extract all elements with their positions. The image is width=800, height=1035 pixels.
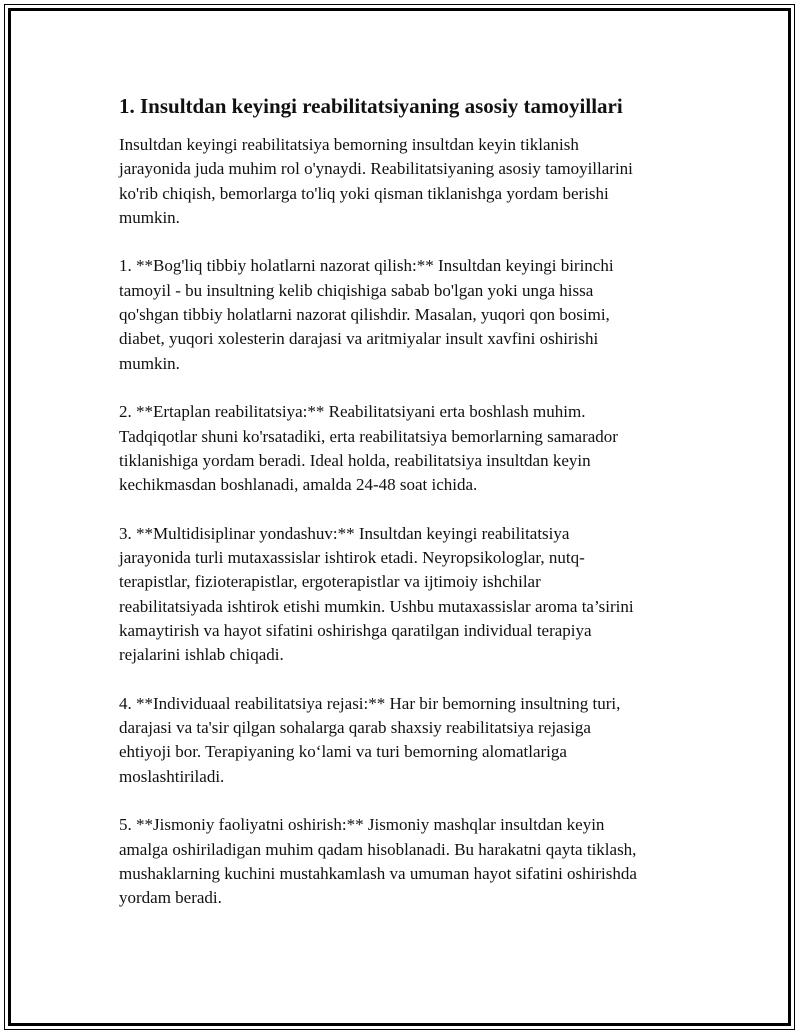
principle-2-paragraph — [119, 400, 699, 497]
text-line: mumkin. — [119, 207, 180, 227]
section-heading: 1. Insultdan keyingi reabilitatsiyaning asosiy tamoyillari — [119, 94, 623, 118]
principle-1-paragraph — [119, 254, 699, 375]
text-line: 2. **Ertaplan reabilitatsiya:** Reabilitatsiyani erta boshlash muhim. — [119, 402, 586, 422]
text-line: rejalarini ishlab chiqadi. — [119, 645, 284, 665]
text-line: kamaytirish va hayot sifatini oshirishga qaratilgan individual terapiya — [119, 620, 592, 640]
text-line: amalga oshiriladigan muhim qadam hisoblanadi. Bu harakatni qayta tiklash, — [119, 839, 637, 859]
text-line: 5. **Jismoniy faoliyatni oshirish:** Jismoniy mashqlar insultdan keyin — [119, 815, 605, 835]
principle-5-paragraph — [119, 813, 699, 910]
text-line: Tadqiqotlar shuni ko'rsatadiki, erta reabilitatsiya bemorlarning samarador — [119, 426, 618, 446]
text-line: mumkin. — [119, 353, 180, 373]
intro-paragraph — [119, 133, 699, 230]
text-line: ehtiyoji bor. Terapiyaning ko‘lami va turi bemorning alomatlariga — [119, 742, 567, 762]
text-line: diabet, yuqori xolesterin darajasi va aritmiyalar insult xavfini oshirishi — [119, 329, 599, 349]
text-line: qo'shgan tibbiy holatlarni nazorat qilishdir. Masalan, yuqori qon bosimi, — [119, 305, 610, 325]
principle-4-paragraph — [119, 692, 699, 789]
text-line: mushaklarning kuchini mustahkamlash va umuman hayot sifatini oshirishda — [119, 863, 637, 883]
text-line: 4. **Individuaal reabilitatsiya rejasi:** Har bir bemorning insultning turi, — [119, 693, 621, 713]
text-line: moslashtiriladi. — [119, 766, 225, 786]
text-line: Insultdan keyingi reabilitatsiya bemorning insultdan keyin tiklanish — [119, 135, 579, 154]
text-line: kechikmasdan boshlanadi, amalda 24-48 soat ichida. — [119, 475, 478, 495]
principle-3-paragraph — [119, 522, 699, 668]
text-line: 1. **Bog'liq tibbiy holatlarni nazorat qilish:** Insultdan keyingi birinchi — [119, 256, 614, 276]
text-line: reabilitatsiyada ishtirok etishi mumkin. Ushbu mutaxassislar aroma ta’sirini — [119, 596, 634, 616]
text-line: yordam beradi. — [119, 888, 222, 908]
text-line: jarayonida turli mutaxassislar ishtirok etadi. Neyropsikologlar, nutq- — [119, 548, 585, 568]
text-line: tamoyil - bu insultning kelib chiqishiga sabab bo'lgan yoki unga hissa — [119, 280, 594, 300]
text-line: tiklanishiga yordam beradi. Ideal holda, reabilitatsiya insultdan keyin — [119, 450, 591, 470]
text-line: terapistlar, fizioterapistlar, ergoterapistlar va ijtimoiy ishchilar — [119, 572, 541, 592]
text-line: 3. **Multidisiplinar yondashuv:** Insultdan keyingi reabilitatsiya — [119, 523, 570, 543]
text-line: darajasi va ta'sir qilgan sohalarga qarab shaxsiy reabilitatsiya rejasiga — [119, 718, 591, 738]
text-line: ko'rib chiqish, bemorlarga to'liq yoki qisman tiklanishga yordam berishi — [119, 183, 609, 203]
text-line: jarayonida juda muhim rol o'ynaydi. Reabilitatsiyaning asosiy tamoyillarini — [119, 159, 633, 179]
document-body — [119, 92, 699, 911]
